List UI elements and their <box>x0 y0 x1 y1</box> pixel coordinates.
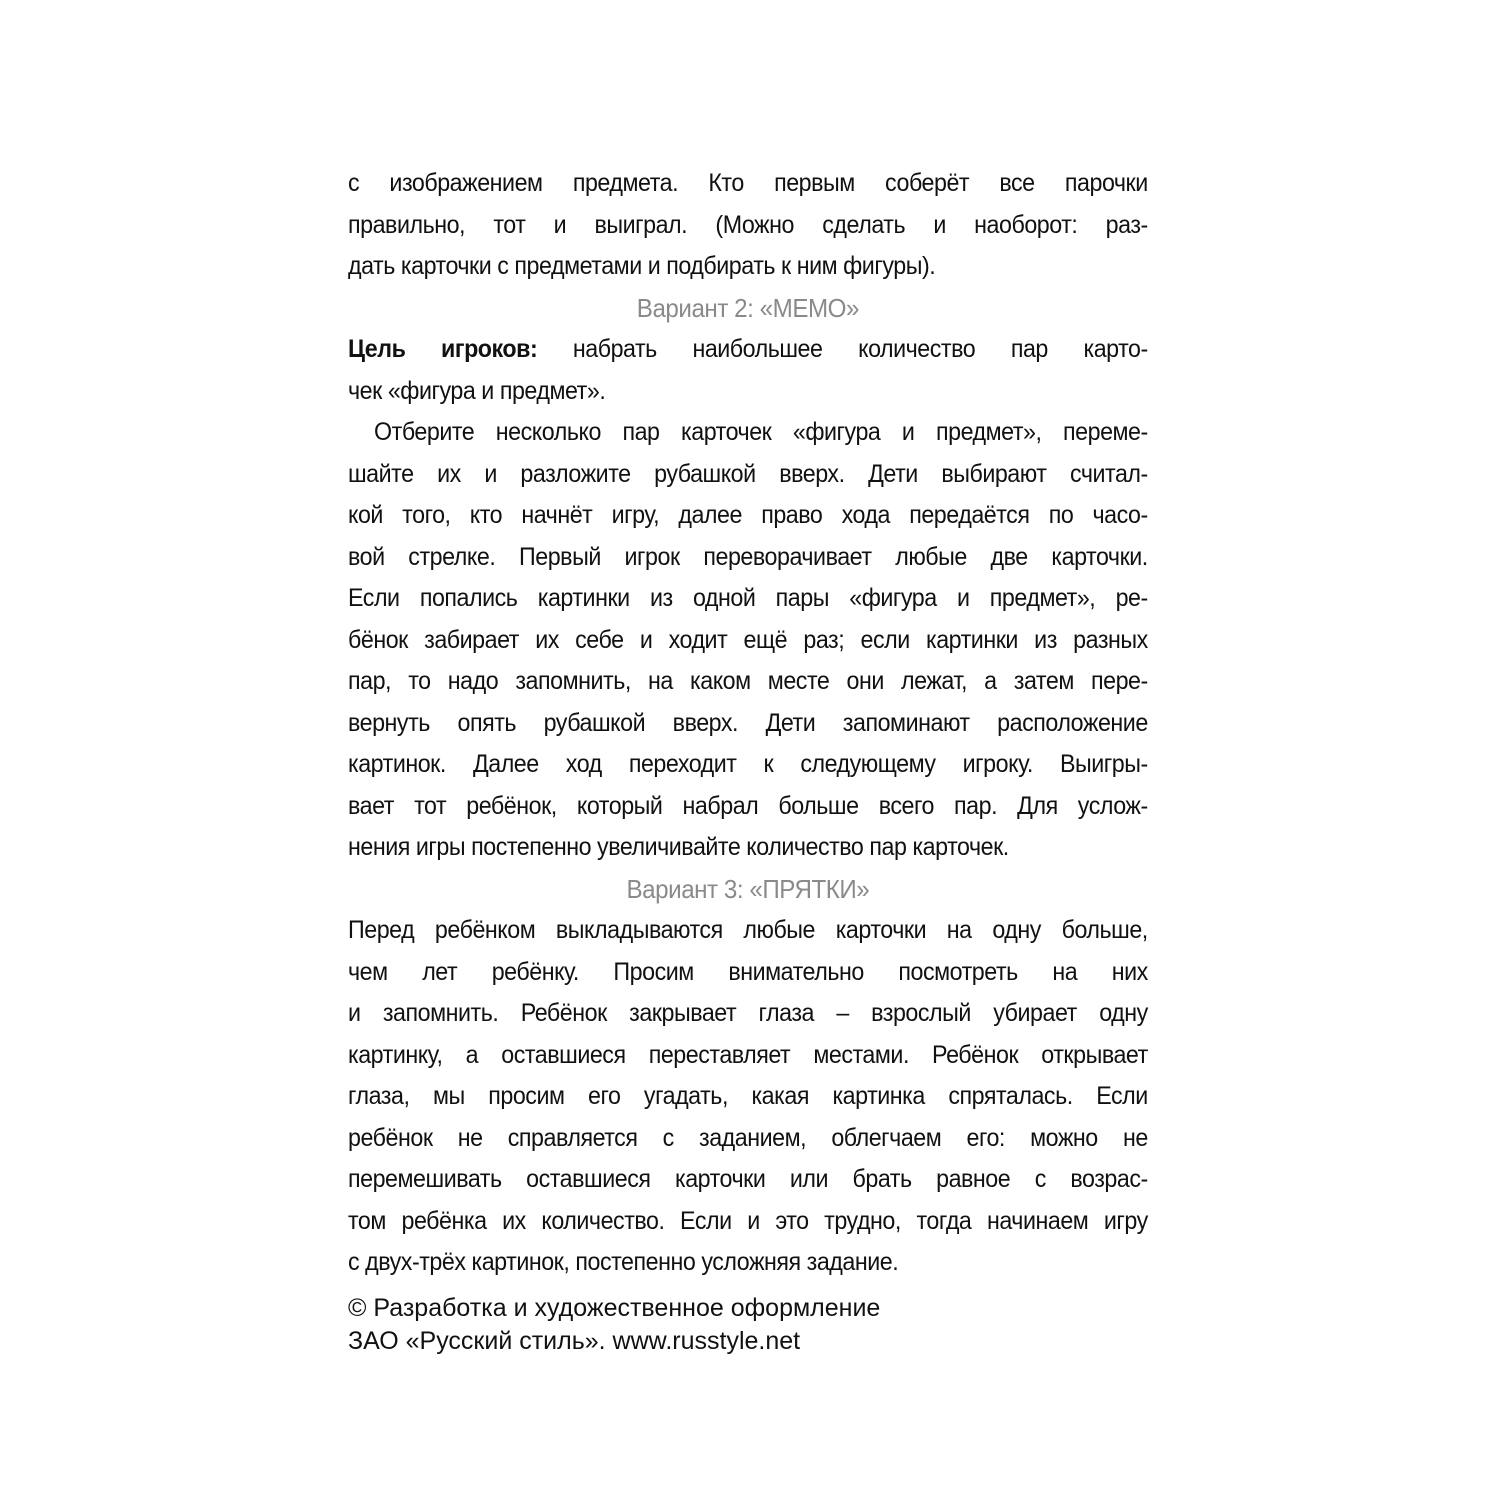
document-page <box>348 163 1148 1358</box>
variant-3-line-1: Перед ребёнком выкладываются любые карточки на одну больше, <box>348 916 1148 944</box>
goal-line-2: чек «фигура и предмет». <box>348 376 606 405</box>
copyright-block <box>348 1292 1148 1358</box>
variant-2-line-6: бёнок забирает их себе и ходит ещё раз; если картинки из разных <box>348 625 1148 654</box>
variant-2-line-5: Если попались картинки из одной пары «фигура и предмет», ре- <box>348 584 1148 612</box>
variant-2-line-3: кой того, кто начнёт игру, далее право хода передаётся по часо- <box>348 501 1148 529</box>
variant-3-line-5: глаза, мы просим его угадать, какая картинка спряталась. Если <box>348 1082 1148 1110</box>
variant-2-line-7: пар, то надо запомнить, на каком месте они лежат, а затем пере- <box>348 667 1148 695</box>
variant-2-line-9: картинок. Далее ход переходит к следующему игроку. Выигры- <box>348 750 1148 778</box>
variant-2-heading: Вариант 2: «МЕМО» <box>636 292 860 323</box>
intro-line-3: дать карточки с предметами и подбирать к ним фигуры). <box>348 252 936 280</box>
variant-3-line-2: чем лет ребёнку. Просим внимательно посмотреть на них <box>348 957 1148 986</box>
variant-3-line-7: перемешивать оставшиеся карточки или брать равное с возрас- <box>348 1165 1148 1193</box>
variant-3-line-4: картинку, а оставшиеся переставляет местами. Ребёнок открывает <box>348 1040 1148 1069</box>
variant-3-line-9: с двух-трёх картинок, постепенно усложняя задание. <box>348 1248 899 1276</box>
copyright-line-2: ЗАО «Русский стиль». www.russtyle.net <box>348 1326 801 1355</box>
variant-2-line-1: Отберите несколько пар карточек «фигура и предмет», переме- <box>374 418 1148 446</box>
goal-text: набрать наибольшее количество пар карто- <box>537 335 1148 363</box>
goal-label: Цель игроков: <box>348 335 538 363</box>
variant-3-line-6: ребёнок не справляется с заданием, облегчаем его: можно не <box>348 1123 1148 1152</box>
variant-3-line-8: том ребёнка их количество. Если и это трудно, тогда начинаем игру <box>348 1206 1148 1235</box>
variant-2-line-10: вает тот ребёнок, который набрал больше всего пар. Для услож- <box>348 791 1148 820</box>
copyright-line-1: © Разработка и художественное оформление <box>348 1293 881 1322</box>
variant-2-line-8: вернуть опять рубашкой вверх. Дети запоминают расположение <box>348 708 1148 737</box>
goal-line-1 <box>348 329 1148 371</box>
variant-2-line-4: вой стрелке. Первый игрок переворачивает любые две карточки. <box>348 542 1148 571</box>
intro-line-1: с изображением предмета. Кто первым соберёт все парочки <box>348 169 1148 197</box>
intro-line-2: правильно, тот и выиграл. (Можно сделать и наоборот: раз- <box>348 210 1148 239</box>
variant-3-line-3: и запомнить. Ребёнок закрывает глаза – взрослый убирает одну <box>348 999 1148 1027</box>
variant-2-line-11: нения игры постепенно увеличивайте количество пар карточек. <box>348 833 1009 861</box>
variant-2-line-2: шайте их и разложите рубашкой вверх. Дети выбирают считал- <box>348 459 1148 488</box>
instructions-text <box>348 163 1148 1284</box>
variant-3-heading: Вариант 3: «ПРЯТКИ» <box>626 873 870 904</box>
